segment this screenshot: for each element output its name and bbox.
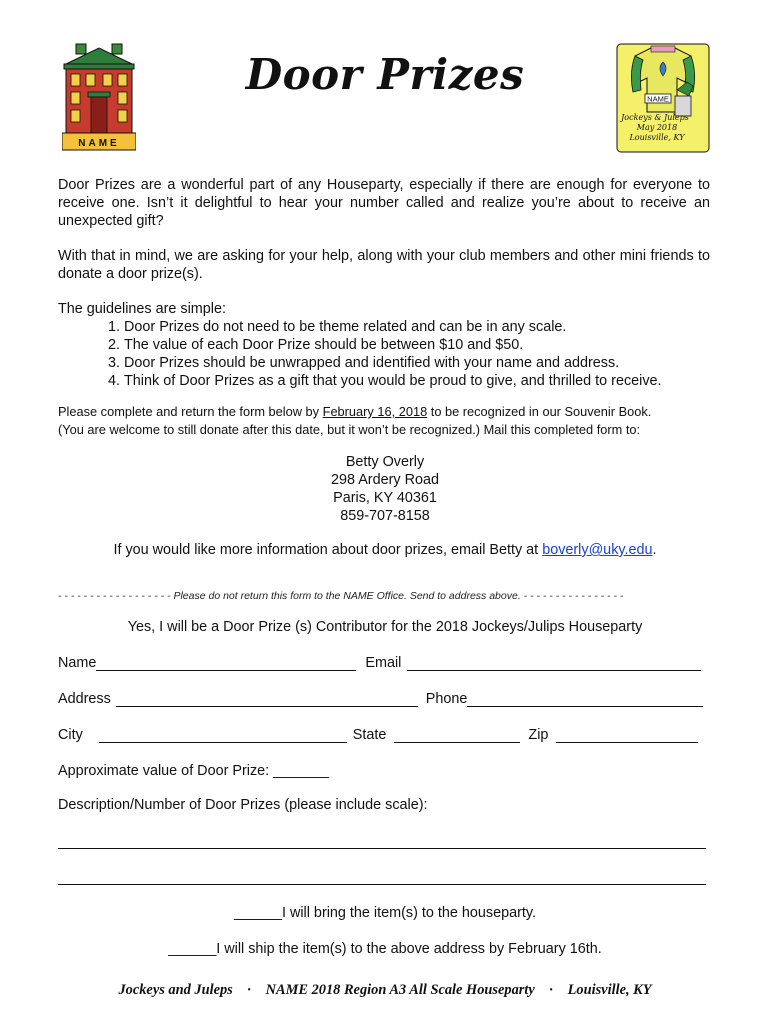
more-info-text: If you would like more information about door prizes, email Betty at <box>113 542 543 558</box>
instructions-before-date: Please complete and return the form below by <box>58 404 323 419</box>
footer-dot: · <box>548 982 554 998</box>
email-link[interactable]: boverly@uky.edu <box>542 542 653 558</box>
return-instructions <box>58 403 718 439</box>
form-heading: Yes, I will be a Door Prize (s) Contributor for the 2018 Jockeys/Julips Houseparty <box>127 619 643 635</box>
description-line-1[interactable] <box>58 848 706 849</box>
deadline-date: February 16, 2018 <box>322 404 428 419</box>
zip-label: Zip <box>528 727 549 743</box>
phone-label: Phone <box>425 691 468 707</box>
guideline-item: 4. Think of Door Prizes as a gift that you would be proud to give, and thrilled to receive. <box>124 372 662 390</box>
name-email-row <box>58 655 701 671</box>
footer-houseparty: NAME 2018 Region A3 All Scale Houseparty <box>265 982 535 998</box>
bring-option[interactable]: ______I will bring the item(s) to the houseparty. <box>233 905 537 921</box>
zip-field[interactable] <box>556 728 698 743</box>
contact-city: Paris, KY 40361 <box>333 490 437 506</box>
intro-paragraph: Door Prizes are a wonderful part of any Houseparty, especially if there are enough for everyone to receive one. Isn’t it delightful to hear your number called and realize you’re about to receive an unexpected gift? <box>58 177 710 229</box>
name-field[interactable] <box>96 656 356 671</box>
description-label: Description/Number of Door Prizes (please include scale): <box>58 797 428 813</box>
footer-dot: · <box>246 982 252 998</box>
guideline-item: 2. The value of each Door Prize should be between $10 and $50. <box>124 336 662 354</box>
address-field[interactable] <box>116 692 418 707</box>
address-label: Address <box>58 691 111 707</box>
guideline-item: 3. Door Prizes should be unwrapped and identified with your name and address. <box>124 354 662 372</box>
footer-location: Louisville, KY <box>567 982 652 998</box>
instructions-after-date: to be recognized in our Souvenir Book. <box>427 404 652 419</box>
state-label: State <box>352 727 387 743</box>
cut-line-text: Please do not return this form to the NAME Office. Send to address above. <box>173 590 521 602</box>
state-field[interactable] <box>394 728 520 743</box>
mailing-address <box>0 453 770 525</box>
page-footer <box>0 982 770 999</box>
city-label: City <box>58 727 83 743</box>
guideline-item: 1. Door Prizes do not need to be theme related and can be in any scale. <box>124 318 662 336</box>
footer-event: Jockeys and Juleps <box>118 982 233 998</box>
contact-street: 298 Ardery Road <box>331 472 439 488</box>
jockeys-juleps-logo <box>615 42 711 154</box>
more-info-end: . <box>652 542 657 558</box>
right-logo-name: NAME <box>647 94 669 104</box>
right-logo-line1: Jockeys & Juleps <box>621 113 689 122</box>
approx-value-field[interactable]: Approximate value of Door Prize: _______ <box>58 763 330 779</box>
right-logo-line2: May 2018 <box>636 123 678 132</box>
guidelines-intro: The guidelines are simple: <box>58 301 226 317</box>
page-title: Door Prizes <box>245 50 525 99</box>
city-state-zip-row <box>58 727 698 743</box>
email-label: Email <box>365 655 402 671</box>
ship-option[interactable]: ______I will ship the item(s) to the above address by February 16th. <box>168 941 602 957</box>
address-phone-row <box>58 691 703 707</box>
name-label: Name <box>58 655 97 671</box>
right-logo-line3: Louisville, KY <box>629 133 685 142</box>
more-info-line <box>0 542 770 558</box>
guidelines-list <box>102 318 662 390</box>
contact-name: Betty Overly <box>345 454 425 470</box>
left-logo-text: NAME <box>78 138 120 149</box>
contact-phone: 859-707-8158 <box>340 508 430 524</box>
instructions-line2: (You are welcome to still donate after this date, but it won’t be recognized.) Mail this completed form to: <box>58 422 641 437</box>
cut-dashes-left: - - - - - - - - - - - - - - - - - - <box>58 590 171 602</box>
email-field[interactable] <box>407 656 701 671</box>
city-field[interactable] <box>99 728 347 743</box>
request-paragraph: With that in mind, we are asking for your help, along with your club members and other mini friends to donate a door prize(s). <box>58 248 710 282</box>
description-line-2[interactable] <box>58 884 706 885</box>
cut-line <box>58 590 718 602</box>
cut-dashes-right: - - - - - - - - - - - - - - - - <box>523 590 624 602</box>
phone-field[interactable] <box>467 692 703 707</box>
